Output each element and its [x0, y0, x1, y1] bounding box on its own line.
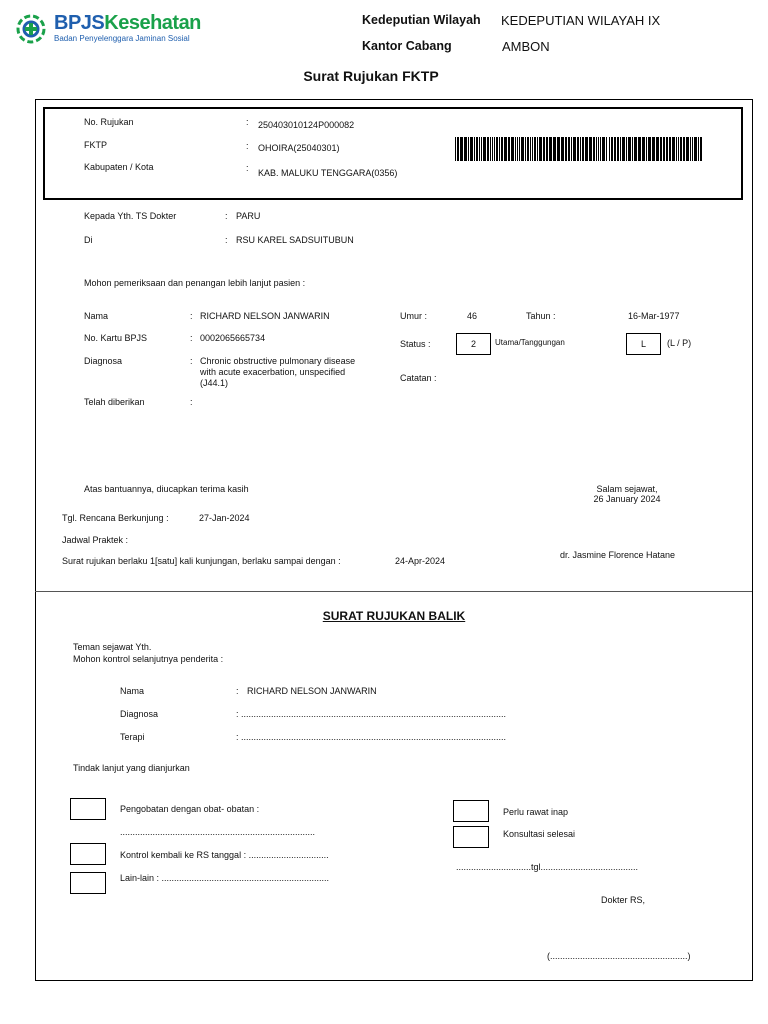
barcode-bar	[494, 137, 495, 161]
status-label: Status :	[400, 339, 431, 349]
checkbox-pengobatan[interactable]	[70, 798, 106, 820]
balik-nama-value: RICHARD NELSON JANWARIN	[247, 686, 377, 696]
barcode-bar	[519, 137, 520, 161]
colon: :	[190, 311, 193, 321]
colon: :	[190, 333, 193, 343]
tgl-line: ..............................tgl.......................................	[456, 862, 639, 872]
barcode-bar	[580, 137, 581, 161]
barcode-bar	[549, 137, 552, 161]
umur-value: 46	[467, 311, 478, 321]
balik-diagnosa-dots: : ..........................................................................................................	[236, 709, 507, 719]
barcode-bar	[614, 137, 616, 161]
barcode-bar	[656, 137, 659, 161]
nama-label: Nama	[84, 311, 109, 321]
barcode-bar	[638, 137, 641, 161]
barcode-bar	[479, 137, 480, 161]
barcode-bar	[626, 137, 627, 161]
barcode-bar	[474, 137, 475, 161]
di-label: Di	[84, 235, 93, 245]
wilayah-value: KEDEPUTIAN WILAYAH IX	[501, 13, 661, 28]
barcode-bar	[517, 137, 518, 161]
no-rujukan-label: No. Rujukan	[84, 117, 134, 127]
colon: :	[225, 235, 228, 245]
status-box: 2	[456, 333, 491, 355]
barcode-bar	[481, 137, 482, 161]
lain-label: Lain-lain : ...................................................................	[120, 873, 330, 883]
jadwal-label: Jadwal Praktek :	[62, 535, 129, 545]
page-title: Surat Rujukan FKTP	[303, 68, 439, 84]
mohon-text: Mohon pemeriksaan dan penangan lebih lanjut pasien :	[84, 278, 306, 288]
colon: :	[190, 356, 193, 366]
balik-terapi-label: Terapi	[120, 732, 145, 742]
barcode-bar	[598, 137, 599, 161]
barcode-bar	[666, 137, 668, 161]
barcode-bar	[692, 137, 693, 161]
barcode-bar	[609, 137, 610, 161]
barcode-bar	[660, 137, 662, 161]
section-divider	[35, 591, 752, 592]
no-rujukan-value: 250403010124P000082	[258, 120, 355, 130]
barcode-bar	[698, 137, 699, 161]
barcode-bar	[468, 137, 469, 161]
barcode-bar	[534, 137, 536, 161]
mohon-kontrol: Mohon kontrol selanjutnya penderita :	[73, 654, 224, 664]
barcode-bar	[700, 137, 702, 161]
barcode-bar	[593, 137, 595, 161]
barcode-bar	[600, 137, 601, 161]
barcode-bar	[620, 137, 621, 161]
catatan-label: Catatan :	[400, 373, 437, 383]
barcode-bar	[501, 137, 503, 161]
kontrol-label: Kontrol kembali ke RS tanggal : ................................	[120, 850, 329, 860]
barcode-bar	[496, 137, 498, 161]
barcode-bar	[642, 137, 645, 161]
teman-sejawat: Teman sejawat Yth.	[73, 642, 152, 652]
barcode-bar	[460, 137, 463, 161]
barcode-bar	[483, 137, 486, 161]
diagnosa-line3: (J44.1)	[200, 378, 229, 388]
nama-value: RICHARD NELSON JANWARIN	[200, 311, 330, 321]
barcode-bar	[646, 137, 647, 161]
barcode-bar	[571, 137, 572, 161]
colon: :	[236, 686, 239, 696]
barcode-bar	[663, 137, 665, 161]
barcode-bar	[632, 137, 633, 161]
barcode-bar	[585, 137, 588, 161]
diagnosa-line2: with acute exacerbation, unspecified	[200, 367, 346, 377]
barcode-bar	[530, 137, 531, 161]
barcode-bar	[537, 137, 538, 161]
barcode-bar	[476, 137, 478, 161]
kepada-value: PARU	[236, 211, 261, 221]
wilayah-label: Kedeputian Wilayah	[362, 13, 481, 27]
barcode-bar	[589, 137, 592, 161]
konsultasi-label: Konsultasi selesai	[503, 829, 576, 839]
barcode	[455, 137, 705, 161]
sex-desc: (L / P)	[667, 338, 692, 348]
barcode-bar	[565, 137, 567, 161]
cabang-label: Kantor Cabang	[362, 39, 452, 53]
barcode-bar	[683, 137, 685, 161]
barcode-bar	[568, 137, 570, 161]
fktp-label: FKTP	[84, 140, 108, 150]
ttd-line: (.......................................................)	[547, 951, 691, 961]
barcode-bar	[557, 137, 560, 161]
colon: :	[190, 397, 193, 407]
bpjs-logo	[16, 12, 201, 46]
tindak-lanjut: Tindak lanjut yang dianjurkan	[73, 763, 190, 773]
balik-title: SURAT RUJUKAN BALIK	[322, 609, 466, 623]
barcode-bar	[487, 137, 489, 161]
kartu-label: No. Kartu BPJS	[84, 333, 148, 343]
barcode-bar	[508, 137, 510, 161]
outer-frame	[35, 99, 753, 981]
kab-label: Kabupaten / Kota	[84, 162, 154, 172]
barcode-bar	[694, 137, 697, 161]
barcode-bar	[690, 137, 691, 161]
kartu-value: 0002065665734	[200, 333, 266, 343]
cabang-value: AMBON	[502, 39, 550, 54]
kepada-label: Kepada Yth. TS Dokter	[84, 211, 177, 221]
dokter-rs: Dokter RS,	[601, 895, 646, 905]
barcode-bar	[539, 137, 542, 161]
barcode-bar	[577, 137, 579, 161]
barcode-bar	[596, 137, 597, 161]
barcode-bar	[622, 137, 625, 161]
checkbox-konsultasi[interactable]	[453, 826, 489, 848]
barcode-bar	[543, 137, 545, 161]
barcode-bar	[676, 137, 677, 161]
pengobatan-label: Pengobatan dengan obat- obatan :	[120, 804, 260, 814]
barcode-bar	[617, 137, 619, 161]
barcode-bar	[686, 137, 689, 161]
fktp-value: OHOIRA(25040301)	[258, 143, 340, 153]
kab-value: KAB. MALUKU TENGGARA(0356)	[258, 168, 398, 178]
barcode-bar	[672, 137, 675, 161]
barcode-bar	[515, 137, 516, 161]
brand-tagline: Badan Penyelenggara Jaminan Sosial	[54, 34, 190, 43]
balik-terapi-dots: : ..........................................................................................................	[236, 732, 507, 742]
bpjs-emblem-icon	[16, 14, 46, 44]
sex-box: L	[626, 333, 661, 355]
barcode-bar	[611, 137, 613, 161]
salam-sejawat: Salam sejawat,	[596, 484, 658, 494]
umur-label: Umur :	[400, 311, 427, 321]
barcode-bar	[455, 137, 456, 161]
berlaku-value: 24-Apr-2024	[395, 556, 446, 566]
berlaku-text: Surat rujukan berlaku 1[satu] kali kunjungan, berlaku sampai dengan :	[62, 556, 341, 566]
di-value: RSU KAREL SADSUITUBUN	[236, 235, 354, 245]
barcode-bar	[470, 137, 473, 161]
barcode-bar	[680, 137, 682, 161]
barcode-bar	[499, 137, 500, 161]
colon: :	[225, 211, 228, 221]
barcode-bar	[573, 137, 576, 161]
brand-prefix: BPJS	[54, 12, 105, 34]
barcode-bar	[492, 137, 493, 161]
balik-nama-label: Nama	[120, 686, 145, 696]
barcode-bar	[553, 137, 556, 161]
barcode-bar	[525, 137, 526, 161]
rencana-value: 27-Jan-2024	[199, 513, 250, 523]
barcode-bar	[521, 137, 524, 161]
barcode-bar	[648, 137, 651, 161]
rencana-label: Tgl. Rencana Berkunjung :	[62, 513, 169, 523]
balik-diagnosa-label: Diagnosa	[120, 709, 159, 719]
barcode-bar	[464, 137, 467, 161]
status-desc: Utama/Tanggungan	[495, 338, 565, 347]
barcode-bar	[602, 137, 605, 161]
brand-suffix: Kesehatan	[104, 12, 201, 34]
barcode-bar	[628, 137, 631, 161]
barcode-bar	[634, 137, 637, 161]
diberikan-label: Telah diberikan	[84, 397, 145, 407]
checkbox-lain[interactable]	[70, 872, 106, 894]
barcode-bar	[504, 137, 507, 161]
terima-kasih: Atas bantuannya, diucapkan terima kasih	[84, 484, 249, 494]
tanggal-surat: 26 January 2024	[593, 494, 661, 504]
colon: :	[246, 117, 249, 127]
barcode-bar	[511, 137, 514, 161]
barcode-bar	[561, 137, 564, 161]
colon: :	[246, 163, 249, 173]
tahun-label: Tahun :	[526, 311, 556, 321]
barcode-bar	[546, 137, 548, 161]
barcode-bar	[652, 137, 655, 161]
barcode-bar	[582, 137, 584, 161]
barcode-bar	[457, 137, 459, 161]
rawat-inap-label: Perlu rawat inap	[503, 807, 569, 817]
tahun-value: 16-Mar-1977	[628, 311, 680, 321]
barcode-bar	[490, 137, 491, 161]
barcode-bar	[678, 137, 679, 161]
barcode-bar	[669, 137, 671, 161]
colon: :	[246, 141, 249, 151]
barcode-bar	[532, 137, 533, 161]
dokter-fktp: dr. Jasmine Florence Hatane	[560, 550, 676, 560]
barcode-bar	[527, 137, 529, 161]
diagnosa-label: Diagnosa	[84, 356, 123, 366]
pengobatan-dots: ..............................................................................	[120, 827, 316, 837]
diagnosa-line1: Chronic obstructive pulmonary disease	[200, 356, 356, 366]
checkbox-rawat-inap[interactable]	[453, 800, 489, 822]
checkbox-kontrol[interactable]	[70, 843, 106, 865]
barcode-bar	[606, 137, 607, 161]
